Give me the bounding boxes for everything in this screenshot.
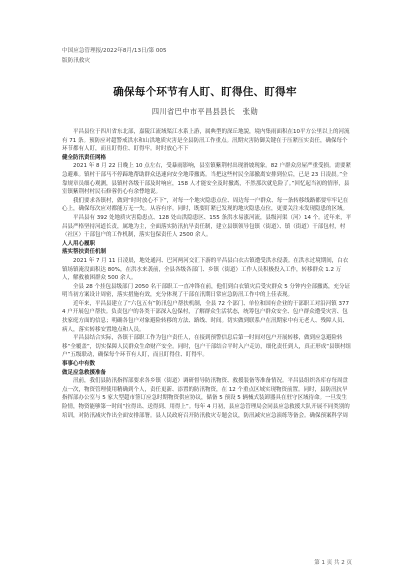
section-heading: 落实帮扶责任机制 (62, 249, 107, 256)
body-paragraph: 平昌县有 392 处地质灾害隐患点、128 处山洪隐患区、155 条洪水易涨河流，县级河渠（河）14 个。近年来，平昌县严格坚持河道长责，属地为主，全面落实防汛抗旱责任制，建立县镇领导包镇（街道）、镇（街道）干部包村，村（社区）干部包户的工作机制，落实包保责任人 2500 余人。 (62, 214, 352, 239)
body-paragraph: 全县 28 个挂包县级部门 2050 名干部职工一直冲锋在前，他们到白衣镇灾后受灾群众 5 分钟内全部撤离，充分证明当初方案设计周密，落实措施有效，充分体现了干部在汛期日常应急防汛工作中的上佳表现。 (62, 283, 350, 299)
source-line: 中国应急管理报/2022年8月/13日/第 005 (62, 48, 167, 54)
article-body (62, 128, 352, 420)
body-paragraph: 平昌县结合实际，各镇干部职工作为包户责任人，在接到预警信息后第一时间对包户开展转移，做到应急避险转移“全覆盖”，切实保障人民群众生命财产安全。同时，包户干部结合平时入户走访，细化责任到人，真正形成“县镇村组户”五级联动，确保每个环节有人盯，而且盯得住、盯得牢。 (62, 335, 352, 359)
body-paragraph: 2021 年 7 月 11 日凌晨，地处通河、巴河两河交汇下游的平昌县白衣古镇遭受洪水侵袭。在洪水过境期间，白衣镇场镇淹没面积达 80%，在洪水来袭前，全县各级各部门、乡镇（街道）工作人员积极投入工作，转移群众 1.2 万人，解救被困群众 500 余人。 (62, 257, 349, 282)
body-paragraph: 2021 年 8 月 22 日晚上 10 点左右，受暴雨影响，县室镇紫荆村出现滑坡现象。82 户群众房屋严重受损。需要紧急避难。镇村干部马不停蹄地帮助群众迅速向安全地带撤离。当把这些村民全部撤离安排到位后，已是 23 日凌晨。”全靠规章员细心观测，县镇村各级干部及时响应，158 人才能安全及时撤离，不然那次就危险了。”回忆起当初的情形，县室镇紫荆村村民石修蓉仍心有余悸地说。 (62, 163, 351, 196)
article-title: 确保每个环节有人盯、盯得住、盯得牢 (113, 86, 297, 98)
section-heading: 健全防汛责任网格 (62, 154, 107, 161)
section-heading: 事事心中有数 (62, 361, 96, 368)
article-author: 四川省巴中市平昌县县长 张勋 (151, 107, 259, 116)
page-number: 第 1 页 共 2 页 (314, 560, 352, 566)
section-heading: 人人用心履职 (62, 240, 96, 247)
section-heading: 做足应急救援准备 (62, 369, 107, 376)
document-header (62, 46, 362, 66)
body-paragraph: 我们要求各镇村，做到“时时放心不下”，对每一个地灾隐患点位、周边每一户群众、每一条转移线路都要牢牢记在心上，确保每次应对都能万无一失。从容有序。同时，既要盯紧已发现的地灾隐患点位，更要关注未发现隐患的区域。 (62, 197, 349, 213)
body-paragraph: 平昌县位于四川省东北部，嘉陵江流域渠江水系上游，属典型的深丘地貌，境内集雨面积在10平方公里以上的河流有 71 条。预防应对超警戒洪水和山洪地质灾害是全县防汛工作重点。汛期灾害防御关键在于压紧压实责任，确保每个环节都有人盯，而且盯得住、盯得牢。时时放心不下 (62, 129, 350, 153)
section-line: 版防汛救灾 (62, 58, 90, 64)
body-paragraph: 近年来，平昌县建立了“六包五有”防汛包户帮扶机制，全县 72 个部门、单位和国有企业的干部职工对沿河镇 3774 户开展包户帮扶。负责包户的各类干部深入包保村，了解群众生活状态，统筹包户群众安全、包户群众遭受灾害、包扶家庭方面的信息；明确各包户对象避险转移的方法、路线、时间。切实做到联系户在汛期家中有无老人、残障人员、病人，落实转移安置地点和人员。 (62, 300, 349, 333)
body-paragraph: 汛前，我们县防汛指挥部要求各乡镇（街道）调研督导防汛物资、救援装备等准备情况。平昌县组织各库存每周盘点一次，物资管理使用精确到个人，责任更新、添置的防汛物资，在 12 个重点区域实现物资前置。同时，县防汛抗旱指挥部办公室与 5 家大型超市签订应急时期物资供应协议，储备 5 预设 5 辆械式装卸器具在驻守区域待命。一旦发生险情，物资能够第一时间“拉得出、送得到、用得上”。每年 4 月初，县应急管理局会同县应急救援大队开展不同类别的培训，对防汛减灾作出全面安排部署。县人民政府召开防汛救灾专题会议，防汛减灾应急演练等备会。确保预案科学周 (62, 378, 350, 419)
